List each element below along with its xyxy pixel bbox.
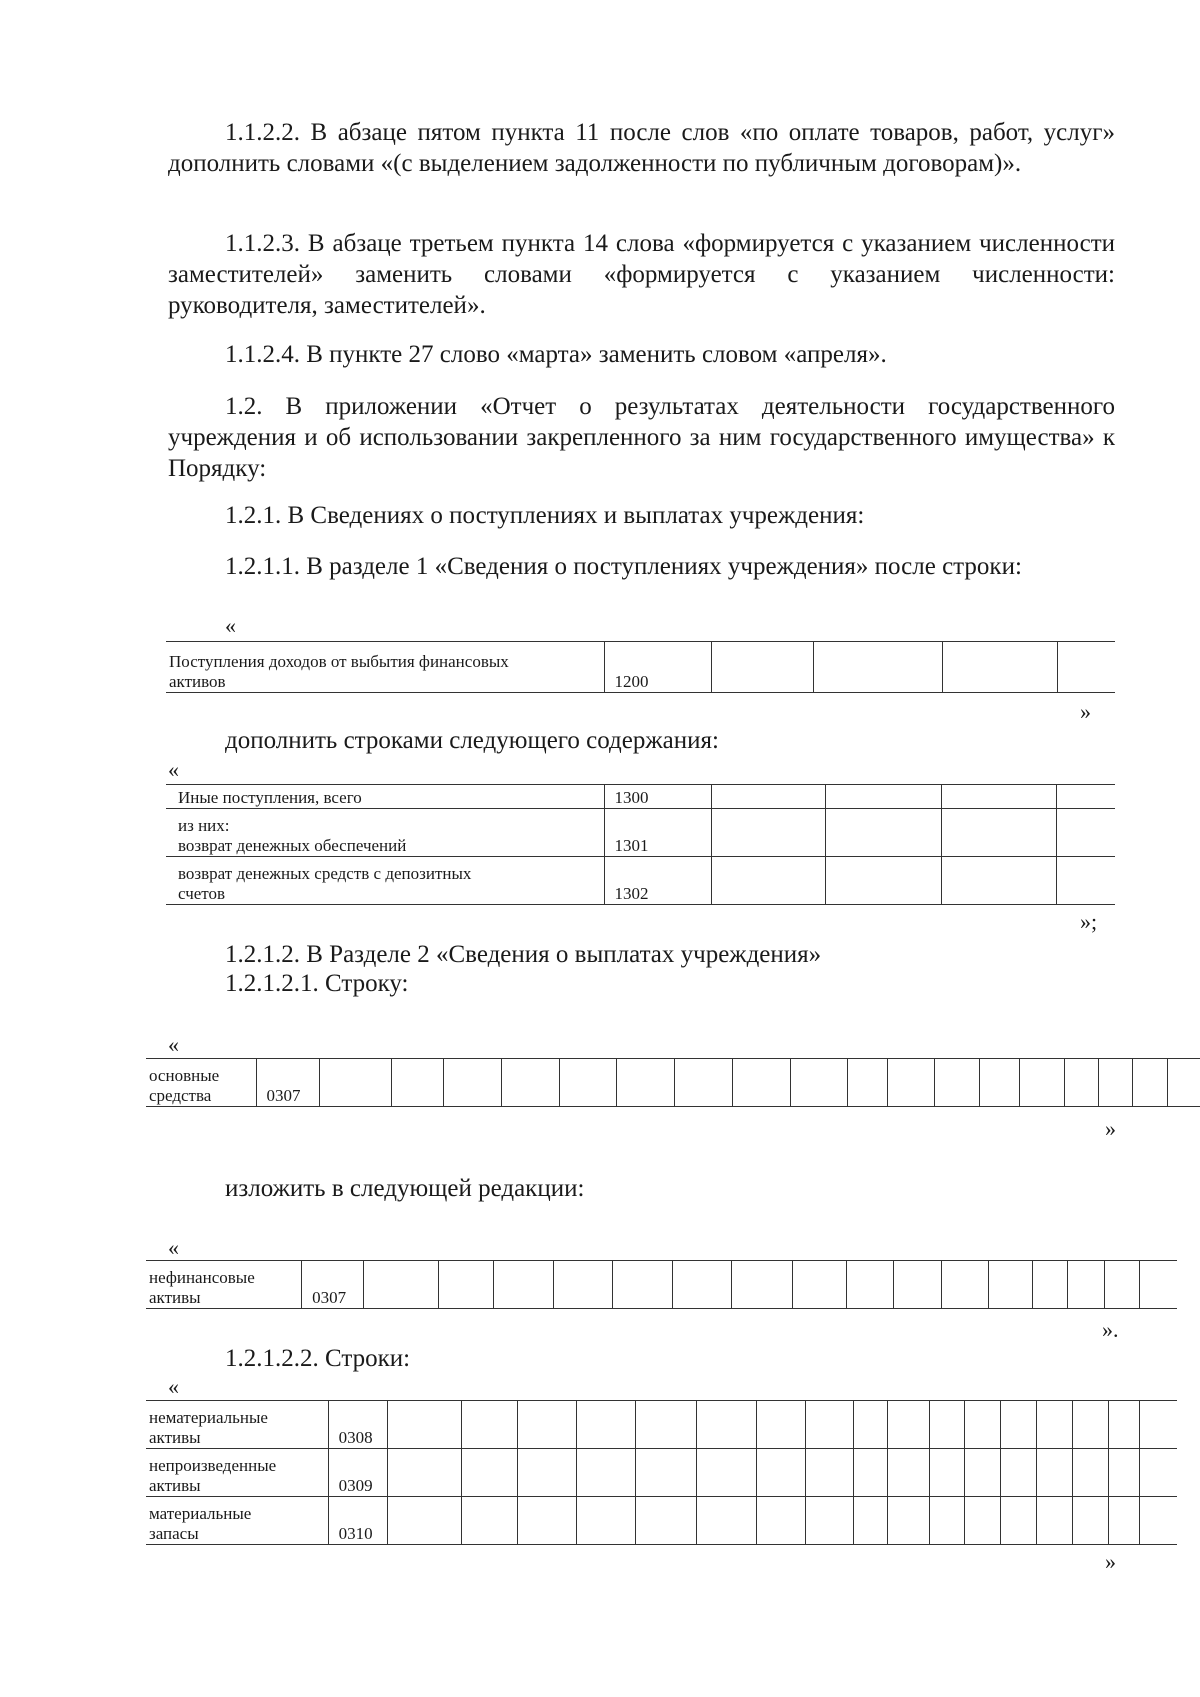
table-row (166, 857, 1115, 905)
paragraph-text: 1.2. В приложении «Отчет о результатах деятельности государственного учреждения и об использовании закрепленного за ним государственного имущества» к Порядку: (168, 393, 1115, 482)
table-cell (988, 1261, 1033, 1309)
table-cell (979, 1059, 1019, 1107)
table-cell (965, 1401, 1000, 1449)
table-cell (934, 1059, 979, 1107)
table-cell (461, 1401, 517, 1449)
table-cell (732, 1261, 792, 1309)
table-cell (1033, 1261, 1068, 1309)
table-cell (387, 1497, 461, 1545)
paragraph-text: 1.1.2.3. В абзаце третьем пункта 14 слова «формируется с указанием численности заместителей» заменить словами «формируется с указанием численности: руководителя, заместителей». (168, 230, 1115, 319)
table-cell (1104, 1261, 1139, 1309)
table-cell (493, 1261, 553, 1309)
table-cell (965, 1449, 1000, 1497)
table-cell (846, 1261, 894, 1309)
table-cell (387, 1449, 461, 1497)
table-cell (696, 1449, 756, 1497)
table-cell (806, 1401, 854, 1449)
table-cell (1139, 1497, 1177, 1545)
table-cell (1056, 785, 1115, 809)
table-cell (887, 1059, 934, 1107)
open-quote: « (168, 1032, 179, 1057)
table-cell (1108, 1449, 1139, 1497)
row-code: 0310 (328, 1497, 387, 1545)
table-cell (806, 1497, 854, 1545)
table-cell (319, 1059, 391, 1107)
table-cell (1139, 1449, 1177, 1497)
open-quote: « (168, 757, 179, 782)
table-cell (711, 857, 825, 905)
table-cell (577, 1449, 636, 1497)
table-cell (1167, 1059, 1200, 1107)
table-cell (1056, 809, 1115, 857)
table-cell (711, 785, 825, 809)
table-cell (391, 1059, 443, 1107)
row-code: 0307 (302, 1261, 364, 1309)
table-cell (501, 1059, 559, 1107)
table-cell (1073, 1401, 1108, 1449)
table-cell (673, 1261, 732, 1309)
table-cell (941, 785, 1056, 809)
row-code: 0307 (256, 1059, 319, 1107)
table-cell (711, 809, 825, 857)
paragraph-1-2-1-1: 1.2.1.1. В разделе 1 «Сведения о поступлениях учреждения» после строки: (225, 553, 1022, 580)
paragraph-1-2 (168, 391, 1115, 484)
table-fixed-assets (146, 1058, 1200, 1107)
table-cell (790, 1059, 847, 1107)
table-cell (577, 1401, 636, 1449)
table-cell (674, 1059, 732, 1107)
table-cell (847, 1059, 887, 1107)
table-cell (825, 857, 941, 905)
table-row (166, 809, 1115, 857)
table-cell (813, 642, 942, 693)
row-code: 0309 (328, 1449, 387, 1497)
table-cell (757, 1401, 806, 1449)
table-cell (888, 1497, 930, 1545)
table-row (146, 1401, 1177, 1449)
table-cell (461, 1449, 517, 1497)
table-cell (613, 1261, 673, 1309)
paragraph-1-2-1: 1.2.1. В Сведениях о поступлениях и выплатах учреждения: (225, 502, 865, 529)
table-other-income (166, 784, 1115, 905)
close-quote: ». (1102, 1317, 1119, 1342)
paragraph-1-2-1-2-1: 1.2.1.2.1. Строку: (225, 970, 409, 997)
table-cell (636, 1497, 696, 1545)
row-code: 0308 (328, 1401, 387, 1449)
table-cell (1073, 1497, 1108, 1545)
table-cell (1108, 1497, 1139, 1545)
table-row (146, 1497, 1177, 1545)
table-row (146, 1059, 1200, 1107)
table-cell (894, 1261, 942, 1309)
table-row (146, 1449, 1177, 1497)
open-quote: « (168, 1235, 179, 1260)
row-label: возврат денежных средств с депозитных счетов (166, 857, 604, 905)
table-cell (554, 1261, 613, 1309)
paragraph-1-2-1-2-2: 1.2.1.2.2. Строки: (225, 1345, 411, 1372)
row-label: нефинансовые активы (146, 1261, 302, 1309)
paragraph-1-1-2-2 (168, 117, 1115, 179)
table-cell (757, 1497, 806, 1545)
open-quote: « (225, 613, 236, 638)
table-cell (1000, 1449, 1036, 1497)
paragraph-1-1-2-4: 1.1.2.4. В пункте 27 слово «марта» заменить словом «апреля». (225, 341, 887, 368)
table-cell (929, 1401, 964, 1449)
table-cell (1068, 1261, 1104, 1309)
table-cell (825, 809, 941, 857)
row-label: из них: возврат денежных обеспечений (166, 809, 604, 857)
paragraph-text: 1.1.2.2. В абзаце пятом пункта 11 после слов «по оплате товаров, работ, услуг» дополнить словами «(с выделением задолженности по публичным договорам)». (168, 119, 1115, 177)
table-cell (853, 1401, 887, 1449)
table-cell (517, 1401, 576, 1449)
table-cell (1057, 642, 1115, 693)
table-cell (1098, 1059, 1132, 1107)
table-cell (1056, 857, 1115, 905)
close-quote: » (1105, 1549, 1116, 1574)
table-cell (1000, 1401, 1036, 1449)
paragraph-add-rows: дополнить строками следующего содержания: (225, 727, 719, 754)
table-cell (517, 1497, 576, 1545)
table-cell (806, 1449, 854, 1497)
table-cell (1064, 1059, 1098, 1107)
table-cell (853, 1497, 887, 1545)
table-cell (577, 1497, 636, 1545)
table-cell (559, 1059, 616, 1107)
table-cell (941, 1261, 988, 1309)
table-cell (1108, 1401, 1139, 1449)
table-cell (636, 1449, 696, 1497)
table-cell (1073, 1449, 1108, 1497)
table-cell (792, 1261, 846, 1309)
table-cell (696, 1401, 756, 1449)
table-cell (461, 1497, 517, 1545)
table-cell (1000, 1497, 1036, 1545)
table-cell (929, 1497, 964, 1545)
table-cell (364, 1261, 439, 1309)
table-income-row-1200 (166, 641, 1115, 693)
row-code: 1300 (604, 785, 711, 809)
row-label: материальные запасы (146, 1497, 328, 1545)
paragraph-new-wording: изложить в следующей редакции: (225, 1175, 585, 1202)
table-row (146, 1261, 1177, 1309)
table-cell (941, 857, 1056, 905)
table-cell (711, 642, 813, 693)
open-quote: « (168, 1374, 179, 1399)
table-cell (941, 809, 1056, 857)
table-cell (732, 1059, 790, 1107)
table-cell (636, 1401, 696, 1449)
table-assets-0308-0310 (146, 1400, 1177, 1545)
table-cell (825, 785, 941, 809)
table-cell (517, 1449, 576, 1497)
row-code: 1302 (604, 857, 711, 905)
row-label: Поступления доходов от выбытия финансовых активов (166, 642, 604, 693)
table-cell (1036, 1497, 1072, 1545)
close-quote: »; (1080, 909, 1098, 934)
table-cell (888, 1449, 930, 1497)
table-cell (965, 1497, 1000, 1545)
row-code: 1200 (604, 642, 711, 693)
table-cell (757, 1449, 806, 1497)
row-label: нематериальные активы (146, 1401, 328, 1449)
paragraph-1-2-1-2: 1.2.1.2. В Разделе 2 «Сведения о выплатах учреждения» (225, 941, 822, 968)
table-cell (1019, 1059, 1064, 1107)
table-cell (696, 1497, 756, 1545)
table-cell (1139, 1401, 1177, 1449)
table-row (166, 642, 1115, 693)
table-cell (387, 1401, 461, 1449)
table-nonfinancial-assets (146, 1260, 1177, 1309)
close-quote: » (1105, 1116, 1116, 1141)
table-cell (942, 642, 1057, 693)
row-label: основные средства (146, 1059, 256, 1107)
table-cell (888, 1401, 930, 1449)
table-cell (1036, 1449, 1072, 1497)
row-code: 1301 (604, 809, 711, 857)
close-quote: » (1080, 699, 1091, 724)
table-cell (616, 1059, 674, 1107)
row-label: непроизведенные активы (146, 1449, 328, 1497)
table-cell (1140, 1261, 1177, 1309)
table-cell (1036, 1401, 1072, 1449)
table-cell (1132, 1059, 1167, 1107)
paragraph-1-1-2-3 (168, 228, 1115, 321)
table-cell (853, 1449, 887, 1497)
table-row (166, 785, 1115, 809)
table-cell (438, 1261, 493, 1309)
table-cell (929, 1449, 964, 1497)
row-label: Иные поступления, всего (166, 785, 604, 809)
table-cell (443, 1059, 501, 1107)
